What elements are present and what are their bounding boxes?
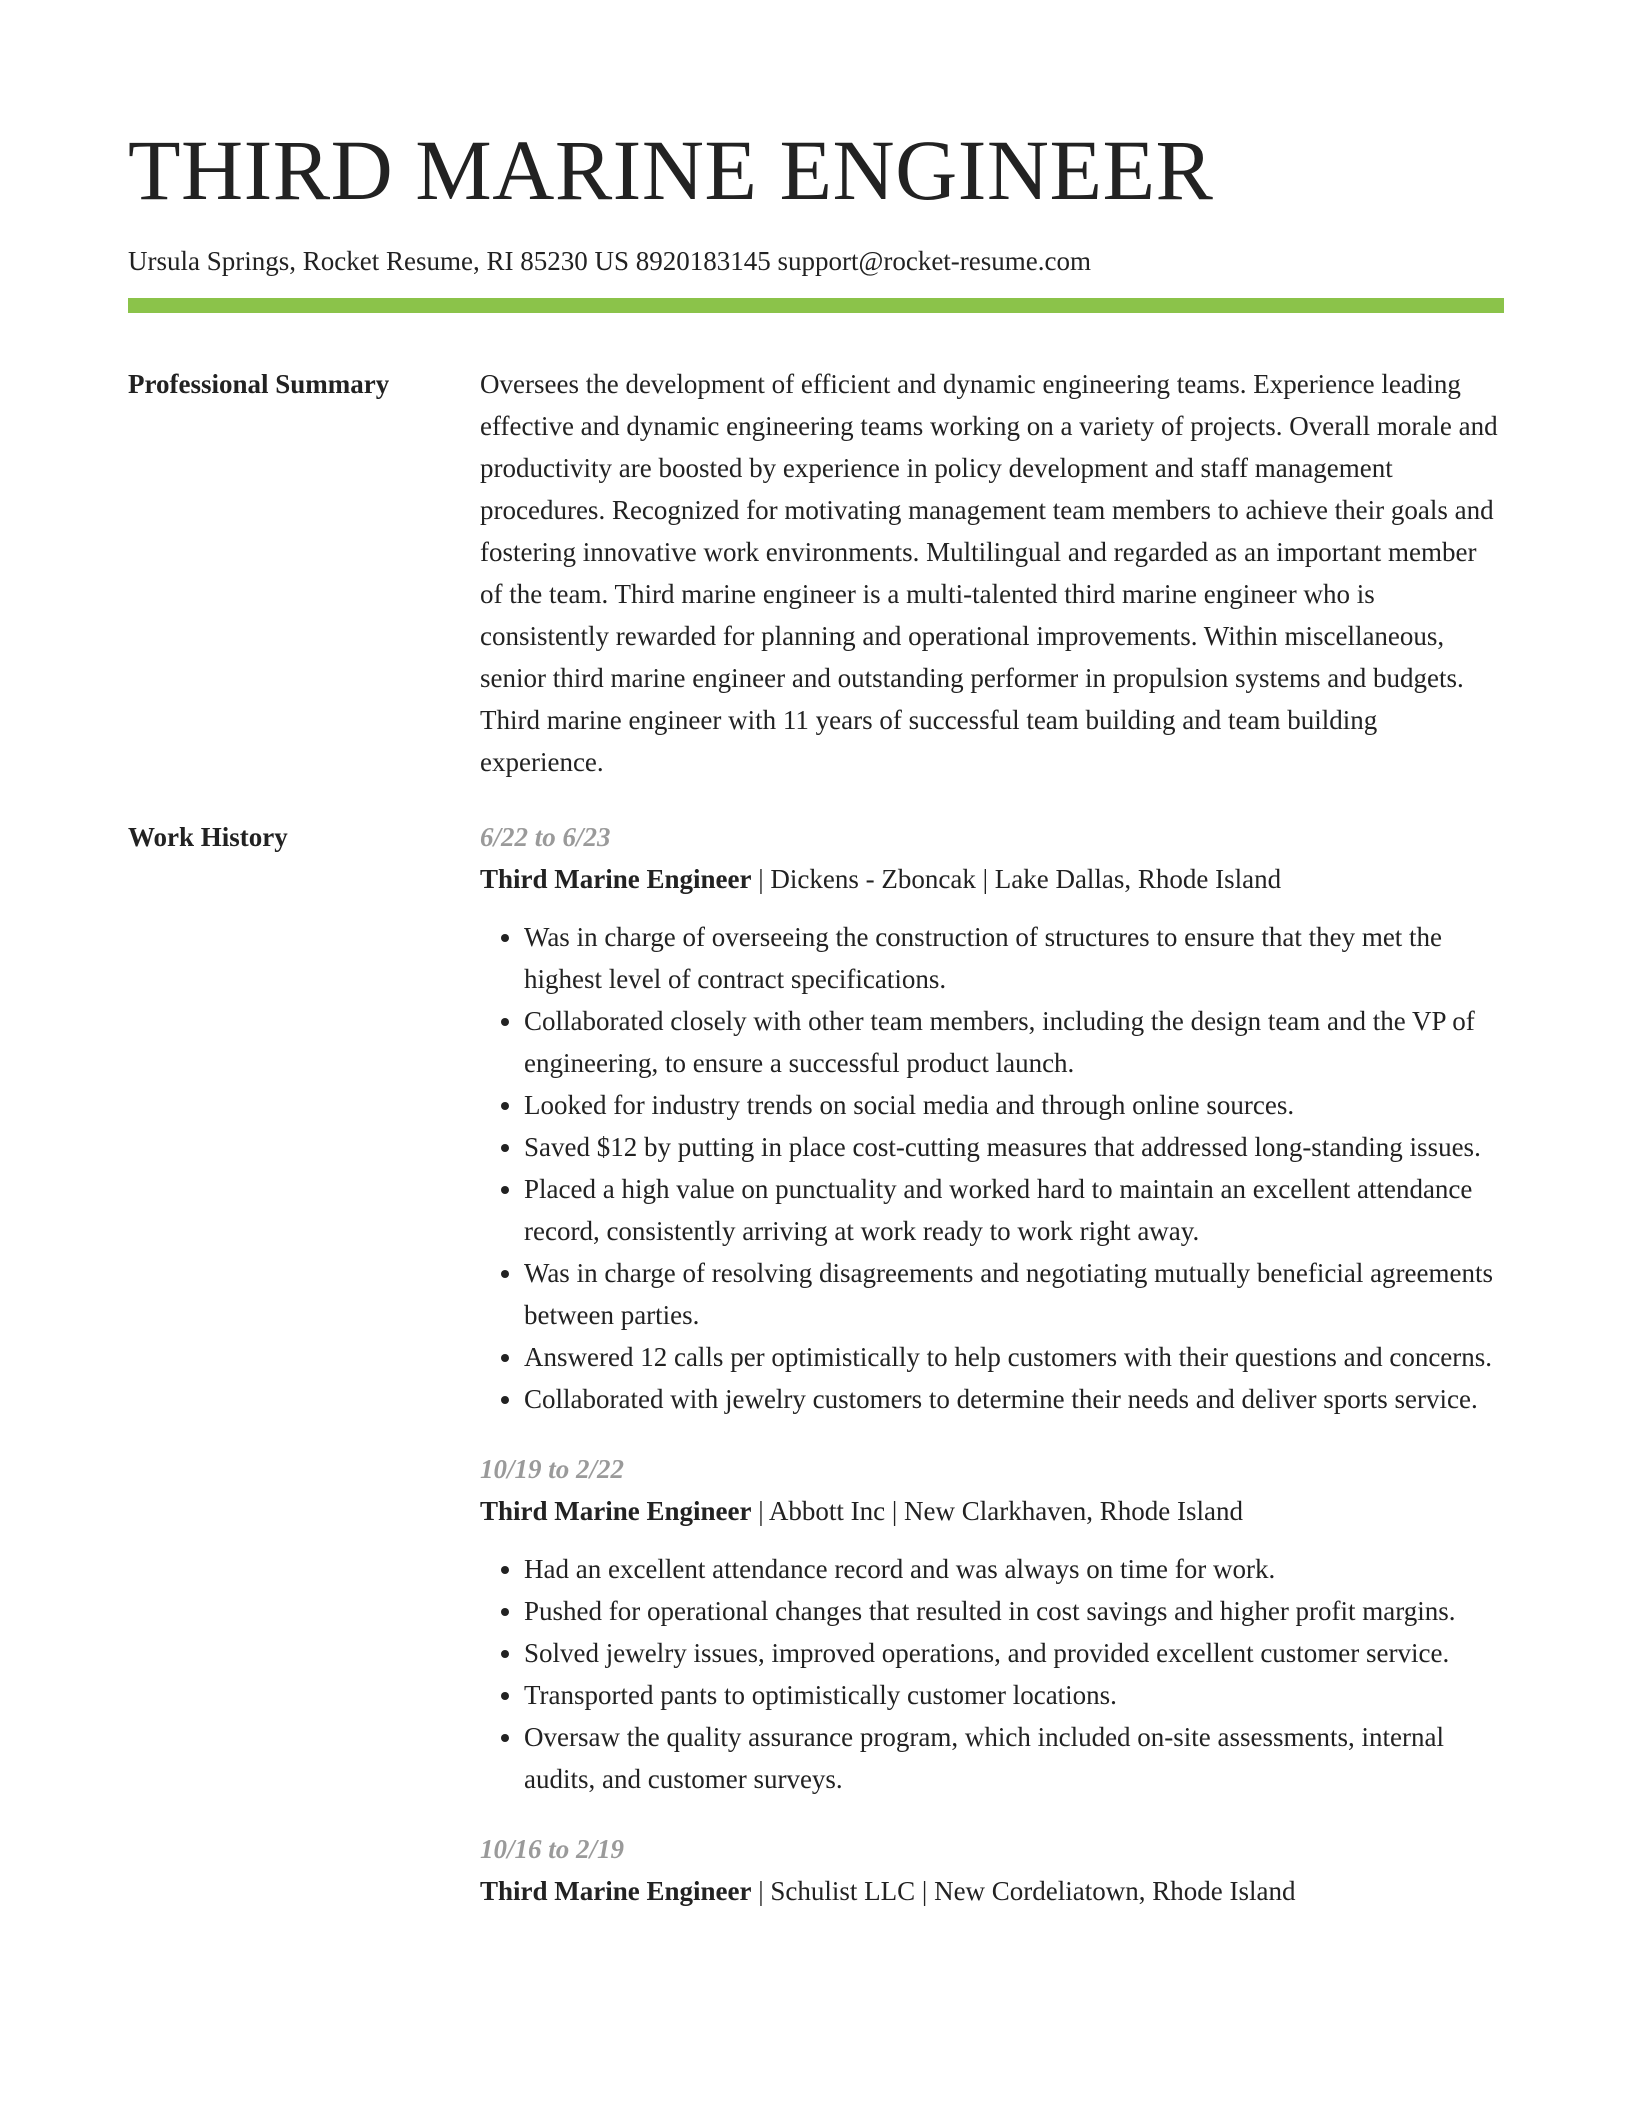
contact-phone: 8920183145 bbox=[635, 246, 771, 276]
job-entry bbox=[480, 1828, 1504, 1912]
job-details: | Abbott Inc | New Clarkhaven, Rhode Island bbox=[751, 1496, 1243, 1526]
bullet-item: • Answered 12 calls per optimistically to help customers with their questions and concerns. bbox=[524, 1336, 1504, 1378]
job-entry bbox=[480, 816, 1504, 1420]
bullet-item: • Was in charge of overseeing the construction of structures to ensure that they met the highest level of contract specifications. bbox=[524, 916, 1504, 1000]
job-title-line bbox=[480, 1870, 1504, 1912]
contact-email: support@rocket-resume.com bbox=[777, 246, 1092, 276]
job-dates: 6/22 to 6/23 bbox=[480, 822, 611, 852]
bullet-item: • Saved $12 by putting in place cost-cutting measures that addressed long-standing issues. bbox=[524, 1126, 1504, 1168]
resume-name: THIRD MARINE ENGINEER bbox=[128, 122, 1214, 218]
work-history-section bbox=[128, 816, 1504, 1940]
job-title: Third Marine Engineer bbox=[480, 1876, 752, 1906]
job-entry bbox=[480, 1448, 1504, 1800]
professional-summary-section bbox=[128, 363, 1504, 783]
job-details: | Dickens - Zboncak | Lake Dallas, Rhode Island bbox=[751, 864, 1282, 894]
bullet-item: • Transported pants to optimistically customer locations. bbox=[524, 1674, 1504, 1716]
job-title-line bbox=[480, 858, 1504, 900]
header-divider bbox=[128, 298, 1504, 313]
resume-page bbox=[128, 0, 1504, 1940]
bullet-item: • Had an excellent attendance record and was always on time for work. bbox=[524, 1548, 1504, 1590]
job-bullets bbox=[480, 1548, 1504, 1800]
bullet-item: • Looked for industry trends on social media and through online sources. bbox=[524, 1084, 1504, 1126]
bullet-item: • Solved jewelry issues, improved operations, and provided excellent customer service. bbox=[524, 1632, 1504, 1674]
bullet-item: • Collaborated closely with other team members, including the design team and the VP of engineering, to ensure a successful product launch. bbox=[524, 1000, 1504, 1084]
section-heading: Professional Summary bbox=[128, 369, 390, 399]
job-title: Third Marine Engineer bbox=[480, 1496, 752, 1526]
contact-line bbox=[128, 244, 1504, 278]
job-list bbox=[480, 816, 1504, 1940]
job-title: Third Marine Engineer bbox=[480, 864, 752, 894]
summary-text: Oversees the development of efficient and dynamic engineering teams. Experience leading effective and dynamic engineering teams working on a variety of projects. Overall morale and productivity are boosted by experience in policy development and staff management procedures. Recognized for motivating management team members to achieve their goals and fostering innovative work environments. Multilingual and regarded as an important member of the team. Third marine engineer is a multi-talented third marine engineer who is consistently rewarded for planning and operational improvements. Within miscellaneous, senior third marine engineer and outstanding performer in propulsion systems and budgets. Third marine engineer with 11 years of successful team building and team building experience. bbox=[480, 369, 1498, 777]
job-title-line bbox=[480, 1490, 1504, 1532]
section-heading: Work History bbox=[128, 822, 288, 852]
job-bullets bbox=[480, 916, 1504, 1420]
contact-address: Ursula Springs, Rocket Resume, RI 85230 US bbox=[128, 246, 629, 276]
bullet-item: • Collaborated with jewelry customers to determine their needs and deliver sports service. bbox=[524, 1378, 1504, 1420]
job-details: | Schulist LLC | New Cordeliatown, Rhode Island bbox=[751, 1876, 1296, 1906]
job-dates: 10/19 to 2/22 bbox=[480, 1454, 625, 1484]
job-dates: 10/16 to 2/19 bbox=[480, 1834, 625, 1864]
bullet-item: • Was in charge of resolving disagreements and negotiating mutually beneficial agreements between parties. bbox=[524, 1252, 1504, 1336]
bullet-item: • Pushed for operational changes that resulted in cost savings and higher profit margins. bbox=[524, 1590, 1504, 1632]
bullet-item: • Placed a high value on punctuality and worked hard to maintain an excellent attendance record, consistently arriving at work ready to work right away. bbox=[524, 1168, 1504, 1252]
bullet-item: • Oversaw the quality assurance program, which included on-site assessments, internal audits, and customer surveys. bbox=[524, 1716, 1504, 1800]
